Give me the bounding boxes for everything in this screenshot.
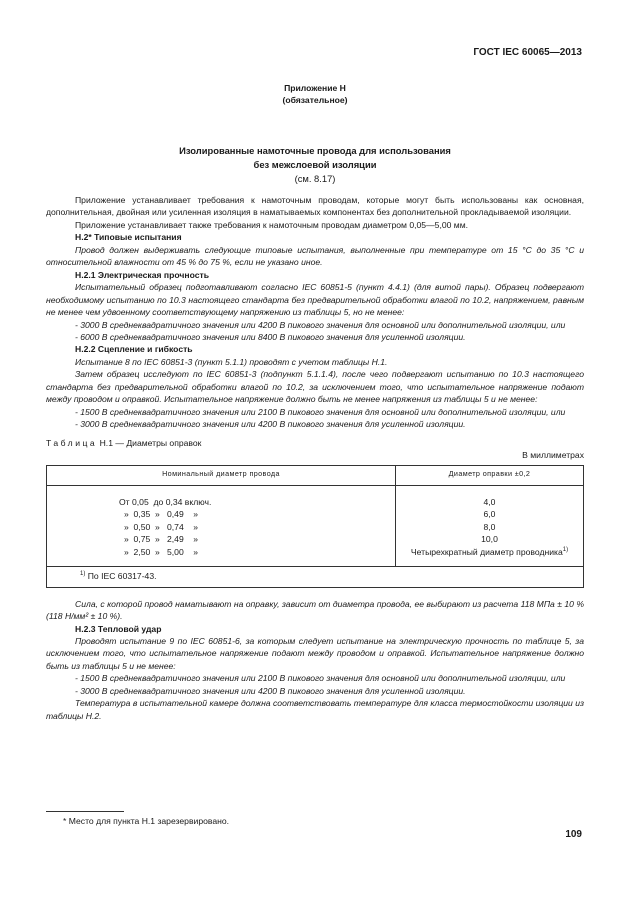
section-h23-heading: Н.2.3 Тепловой удар (75, 623, 162, 634)
table-mandrel-diameter-cell (396, 485, 584, 566)
table-value-with-note: Четырехкратный диаметр проводника$^{1)}$ (410, 546, 569, 557)
section-h22-bullet-2: - 3000 В среднеквадратичного значения или 4200 В пикового значения для усиленной изоляции. (75, 419, 466, 430)
table-footnote-mark: 1) (80, 571, 86, 578)
table-value: 8,0 (483, 521, 496, 532)
intro-paragraph-2: Приложение устанавливает также требования к намоточным проводам диаметром 0,05—5,00 мм. (75, 219, 468, 230)
table-row: » 0,75 » 2,49 » (124, 534, 199, 545)
table-row: » 0,50 » 0,74 » (124, 521, 199, 532)
section-h2-text: Провод должен выдерживать следующие типовые испытания, выполненные при температуре от 15 °С до 35 °С и относительной влажности от 45 % до 75 %, если не указано иное. (46, 244, 584, 268)
section-h23-text-2: Температура в испытательной камере должна соответствовать температуре для класса термостойкости изоляции из таблицы Н.2. (46, 698, 584, 721)
page-footnote: * Место для пункта Н.1 зарезервировано. (63, 816, 230, 826)
table-value: 6,0 (483, 509, 496, 520)
table-value: 4,0 (483, 496, 496, 507)
table-footnote-ref: 1) (562, 546, 569, 553)
section-h23-bullet-1: - 1500 В среднеквадратичного значения или 2100 В пикового значения для основной или дополнительной изоляции, или (75, 673, 566, 684)
section-h22-heading: Н.2.2 Сцепление и гибкость (75, 344, 193, 355)
document-body (46, 194, 584, 722)
after-table-text: Сила, с которой провод наматывают на оправку, зависит от диаметра провода, ее выбирают из расчета 118 МПа ± 10 % (118 Н/мм² ± 10 %). (46, 598, 584, 622)
table-caption-word: Таблица (46, 437, 98, 448)
table-wire-diameter-cell (47, 485, 396, 566)
table-footnote-text: По IEC 60317-43. (87, 571, 157, 582)
section-h23-bullet-2: - 3000 В среднеквадратичного значения или 4200 В пикового значения для усиленной изоляции. (75, 685, 466, 696)
intro-paragraph-1: Приложение устанавливает требования к намоточным проводам, которые могут быть использованы как основная, дополнительная, двойная или усиленная изоляция в наматываемых компонентах без дополнительной прокладываемой изоляции. (46, 195, 584, 218)
annex-title: Приложение Н (284, 83, 346, 93)
page-number: 109 (565, 829, 582, 840)
doc-title-line2: без межслоевой изоляции (253, 159, 377, 170)
section-h23-text: Проводят испытание 9 по IEC 60851-6, за которым следует испытание на электрическую прочность по таблице 5, за исключением того, что испытательное напряжение подают между проводом и оправкой. Испытательное напряжение должно быть из таблицы 5 и не менее: (46, 636, 584, 671)
table-row: » 2,50 » 5,00 » (124, 546, 199, 557)
mandrel-diameter-table (46, 465, 584, 588)
table-value: 10,0 (481, 534, 498, 545)
table-row: От 0,05 до 0,34 включ. (119, 496, 212, 507)
table-header-mandrel-diameter: Диаметр оправки ±0,2 (396, 465, 584, 485)
section-h21-heading: Н.2.1 Электрическая прочность (75, 269, 209, 280)
table-header-wire-diameter: Номинальный диаметр провода (47, 465, 396, 485)
standard-header: ГОСТ IEC 60065—2013 (473, 47, 582, 58)
table-footnote (47, 567, 584, 587)
table-caption-text: Н.1 — Диаметры оправок (99, 437, 202, 448)
doc-title-line1: Изолированные намоточные провода для использования (179, 145, 451, 156)
section-h22-text-2: Затем образец исследуют по IEC 60851-3 (подпункт 5.1.1.4), после чего подвергают испытанию по 10.3 настоящего стандарта без предварительной обработки влагой по 10.2, за исключением того, что испытательное напряжение подают между проводом и оправкой. Испытательное напряжение должно быть не менее напряжения из таблицы 5 и не менее: (46, 369, 584, 405)
section-h21-bullet-2: - 6000 В среднеквадратичного значения или 8400 В пикового значения для усиленной изоляции. (75, 331, 466, 342)
section-h22-text-1: Испытание 8 по IEC 60851-3 (пункт 5.1.1) проводят с учетом таблицы Н.1. (75, 356, 388, 367)
annex-status: (обязательное) (282, 95, 348, 105)
table-units: В миллиметрах (522, 450, 584, 461)
table-caption (46, 437, 584, 449)
section-h21-bullet-1: - 3000 В среднеквадратичного значения или 4200 В пикового значения для основной или дополнительной изоляции, или (75, 319, 566, 330)
section-h21-text: Испытательный образец подготавливают согласно IEC 60851-5 (пункт 4.4.1) (для витой пары). Образец подвергают необходимому испытанию по 10.3 настоящего стандарта без предварительной обработки влагой по 10.2, напряжением, равным не менее чем удвоенному соответствующему напряжению из таблицы 5, но не менее: (46, 282, 584, 318)
doc-title-ref: (см. 8.17) (294, 173, 336, 184)
section-h22-bullet-1: - 1500 В среднеквадратичного значения или 2100 В пикового значения для основной или дополнительной изоляции, или (75, 406, 566, 417)
section-h2-heading: Н.2* Типовые испытания (75, 232, 182, 243)
table-row: » 0,35 » 0,49 » (124, 509, 199, 520)
footnote-divider (46, 811, 124, 812)
